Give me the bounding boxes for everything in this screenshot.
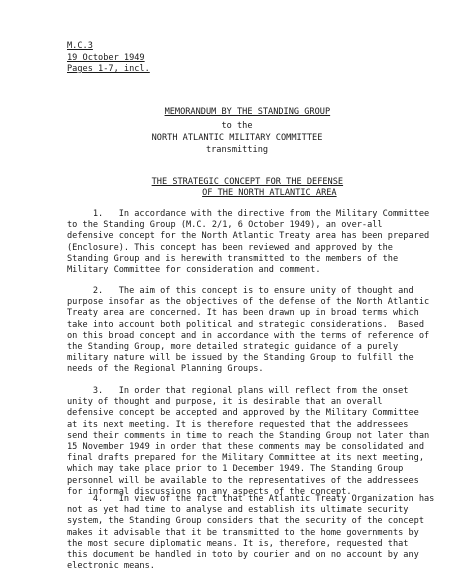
paragraph-line: for informal discussions on any aspects of the concept. — [67, 486, 352, 497]
paragraph-line: final drafts prepared for the Military Committee at its next meeting, — [67, 453, 424, 464]
paragraph-line: system, the Standing Group considers that the security of the concept — [67, 516, 424, 527]
paragraph-line: which may take place prior to 1 December 1949. The Standing Group — [67, 464, 404, 475]
paragraph-line: 1. In accordance with the directive from the Military Committee — [67, 209, 430, 219]
paragraph-line: needs of the Regional Planning Groups. — [67, 364, 264, 375]
paragraph-3 — [67, 386, 467, 498]
paragraph-line: the most secure diplomatic means. It is, therefore, requested that — [67, 538, 409, 549]
paragraph-line: not as yet had time to analyse and establish its ultimate security — [67, 505, 409, 516]
paragraph-line: defensive concept for the North Atlantic Treaty area has been prepared — [67, 231, 430, 242]
paragraph-line: Treaty area are concerned. It has been drawn up in broad terms which — [67, 308, 419, 319]
paragraph-line: purpose insofar as the objectives of the defense of the North Atlantic — [67, 297, 430, 308]
paragraph-line: (Enclosure). This concept has been reviewed and approved by the — [67, 242, 393, 253]
paragraph-2 — [67, 286, 467, 376]
paragraph-line: 4. In view of the fact that the Atlantic Treaty Organization has — [67, 494, 435, 504]
paragraph-line: send their comments in time to reach the Standing Group not later than — [67, 430, 430, 441]
reference-date: 19 October 1949 — [67, 52, 145, 63]
paragraph-line: Standing Group and is herewith transmitted to the members of the — [67, 253, 399, 264]
paragraph-4 — [67, 494, 467, 572]
paragraph-line: 15 November 1949 in order that these comments may be consolidated and — [67, 442, 424, 453]
paragraph-line: to the Standing Group (M.C. 2/1, 6 October 1949), an over-all — [67, 220, 383, 231]
paragraph-line: the Standing Group, more detailed strategic guidance of a purely — [67, 342, 399, 353]
paragraph-line: electronic means. — [67, 561, 155, 572]
paragraph-line: defensive concept be accepted and approved by the Military Committee — [67, 408, 419, 419]
subject-line-1: THE STRATEGIC CONCEPT FOR THE DEFENSE — [151, 177, 344, 187]
paragraph-line: personnel will be available to the representatives of the addressees — [67, 475, 419, 486]
paragraph-line: unity of thought and purpose, it is desirable that an overall — [67, 397, 383, 408]
paragraph-line: 2. The aim of this concept is to ensure unity of thought and — [67, 286, 414, 296]
heading-transmitting: transmitting — [205, 145, 269, 155]
paragraph-line: makes it advisable that it be transmitted to the home governments by — [67, 527, 419, 538]
paragraph-line: take into account both political and strategic considerations. Based — [67, 319, 424, 330]
subject-line-2: OF THE NORTH ATLANTIC AREA — [202, 188, 337, 198]
heading-to-the: to the — [221, 121, 253, 131]
paragraph-line: 3. In order that regional plans will reflect from the onset — [67, 386, 409, 396]
reference-pages: Pages 1-7, incl. — [67, 64, 150, 74]
paragraph-line: military nature will be issued by the Standing Group to fulfill the — [67, 353, 414, 364]
memorandum-title: MEMORANDUM BY THE STANDING GROUP — [164, 107, 331, 117]
paragraph-line: Military Committee for consideration and comment. — [67, 265, 321, 276]
paragraph-line: on this broad concept and in accordance with the terms of reference of — [67, 330, 430, 341]
paragraph-1 — [67, 209, 467, 276]
heading-committee: NORTH ATLANTIC MILITARY COMMITTEE — [151, 133, 323, 143]
document-reference — [67, 41, 150, 76]
paragraph-line: at its next meeting. It is therefore requested that the addressees — [67, 419, 409, 430]
reference-code: M.C.3 — [67, 41, 93, 51]
paragraph-line: this document be handled in toto by courier and on no account by any — [67, 550, 419, 561]
